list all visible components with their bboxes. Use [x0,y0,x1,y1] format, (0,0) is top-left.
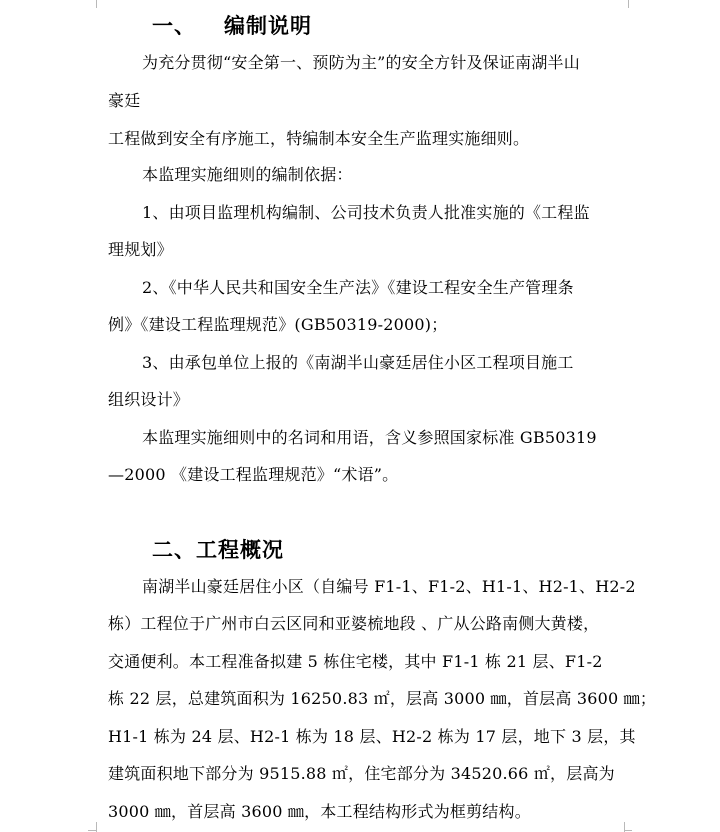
section2-line-4: 栋 22 层，总建筑面积为 16250.83 ㎡，层高 3000 ㎜，首层高 3600 ㎜； [108,689,657,708]
section1-line-8: 例》《建设工程监理规范》(GB50319-2000)； [108,315,448,334]
section2-line-5: H1-1 栋为 24 层、H2-1 栋为 18 层、H2-2 栋为 17 层，地下 3 层，其 [108,727,636,746]
section1-line-10: 组织设计》 [108,390,190,409]
margin-mark-top-right [620,0,629,8]
section2-line-3: 交通便利。本工程准备拟建 5 栋住宅楼，其中 F1-1 栋 21 层、F1-2 [108,652,603,671]
margin-mark-bottom-left-vertical [96,822,105,832]
section1-line-5: 1、由项目监理机构编制、公司技术负责人批准实施的《工程监 [142,203,590,222]
section2-line-2: 栋）工程位于广州市白云区同和亚婆梳地段 、广从公路南侧大黄楼， [108,614,600,633]
section2-line-6: 建筑面积地下部分为 9515.88 ㎡，住宅部分为 34520.66 ㎡，层高为 [108,764,615,783]
section1-line-12: —2000 《建设工程监理规范》“术语”。 [108,465,399,484]
section1-line-11: 本监理实施细则中的名词和用语，含义参照国家标准 GB50319 [142,428,597,447]
margin-mark-bottom-right-vertical [624,822,633,832]
section1-line-4: 本监理实施细则的编制依据： [142,165,353,184]
section1-line-6: 理规划》 [108,240,173,259]
section1-line-2: 豪廷 [108,91,141,110]
section2-heading: 二、工程概况 [152,537,284,562]
margin-mark-top-left [96,0,105,8]
section2-line-1: 南湖半山豪廷居住小区（自编号 F1-1、F1-2、H1-1、H2-1、H2-2 [142,577,636,596]
section1-number: 一、 [152,13,196,38]
section1-line-3: 工程做到安全有序施工，特编制本安全生产监理实施细则。 [108,129,530,148]
section1-line-9: 3、由承包单位上报的《南湖半山豪廷居住小区工程项目施工 [142,353,574,372]
margin-mark-bottom-left [88,822,96,831]
section1-line-1: 为充分贯彻“安全第一、预防为主”的安全方针及保证南湖半山 [142,53,580,72]
section1-line-7: 2、《中华人民共和国安全生产法》《建设工程安全生产管理条 [142,278,574,297]
section1-heading [152,10,312,40]
section1-title: 编制说明 [224,13,312,38]
section2-line-7: 3000 ㎜，首层高 3600 ㎜，本工程结构形式为框剪结构。 [108,802,531,821]
